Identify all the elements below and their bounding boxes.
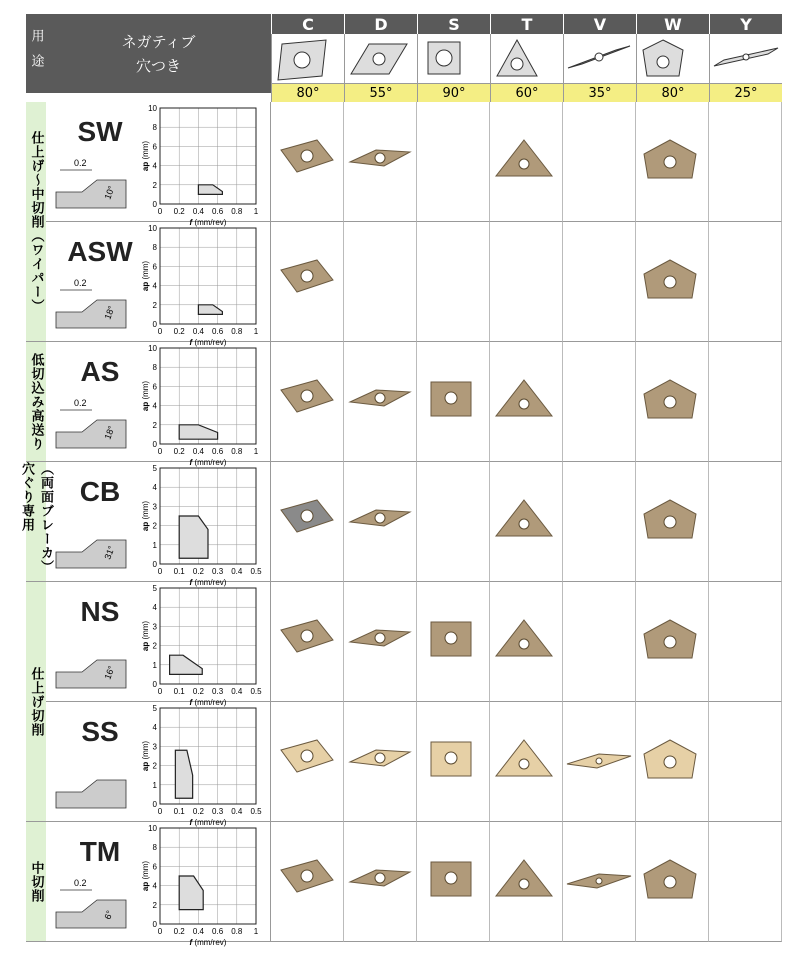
svg-text:6: 6 (152, 262, 157, 272)
insert-cell-cb-w[interactable] (636, 462, 709, 582)
insert-cell-tm-w[interactable] (636, 822, 709, 942)
svg-text:0: 0 (152, 560, 157, 569)
cutting-profile-diagram (52, 512, 132, 576)
insert-cell-asw-s (417, 222, 490, 342)
insert-image (565, 856, 633, 908)
shape-diagram-v (563, 34, 636, 84)
svg-text:8: 8 (152, 243, 157, 253)
svg-text:2: 2 (152, 420, 157, 430)
svg-text:ap (mm): ap (mm) (141, 140, 150, 172)
cutting-profile-diagram (52, 392, 132, 456)
svg-text:ap (mm): ap (mm) (141, 860, 150, 892)
svg-text:16°: 16° (102, 664, 117, 681)
svg-text:1: 1 (152, 540, 157, 550)
shape-letter-v: V (563, 14, 636, 34)
insert-image (346, 616, 414, 668)
svg-text:5: 5 (152, 704, 157, 713)
svg-text:0.2: 0.2 (74, 398, 87, 408)
cutting-range-graph (142, 822, 268, 953)
insert-cell-ss-y (709, 702, 782, 822)
svg-text:ap (mm): ap (mm) (141, 260, 150, 292)
insert-cell-cb-t[interactable] (490, 462, 563, 582)
row-code: SW (77, 116, 123, 147)
insert-image (419, 616, 487, 668)
svg-text:f (mm/rev): f (mm/rev) (189, 218, 227, 227)
insert-image (638, 376, 706, 428)
svg-text:1: 1 (152, 780, 157, 790)
insert-image (273, 376, 341, 428)
shape-letter-c: C (271, 14, 344, 34)
shape-letter-t: T (490, 14, 563, 34)
insert-cell-as-y (709, 342, 782, 462)
svg-text:3: 3 (152, 742, 157, 752)
insert-cell-ns-w[interactable] (636, 582, 709, 702)
insert-cell-cb-d[interactable] (344, 462, 417, 582)
svg-text:10: 10 (148, 344, 157, 353)
svg-text:0.4: 0.4 (192, 207, 204, 216)
insert-cell-sw-c[interactable] (271, 102, 344, 222)
insert-cell-sw-d[interactable] (344, 102, 417, 222)
cutting-range-graph (142, 342, 268, 473)
insert-cell-ns-y (709, 582, 782, 702)
insert-cell-tm-c[interactable] (271, 822, 344, 942)
shape-letter-s: S (417, 14, 490, 34)
row-code: ASW (67, 236, 133, 267)
insert-cell-asw-v (563, 222, 636, 342)
shape-letter-w: W (636, 14, 709, 34)
svg-text:4: 4 (152, 881, 157, 891)
svg-text:0.2: 0.2 (74, 878, 87, 888)
insert-image (492, 856, 560, 908)
insert-cell-asw-c[interactable] (271, 222, 344, 342)
svg-text:0: 0 (152, 920, 157, 929)
type-header (46, 14, 271, 93)
svg-text:0.8: 0.8 (231, 927, 243, 936)
insert-image (638, 496, 706, 548)
svg-text:0: 0 (157, 207, 163, 216)
insert-cell-asw-t (490, 222, 563, 342)
svg-text:4: 4 (152, 161, 157, 171)
row-code: TM (79, 836, 121, 867)
svg-text:10: 10 (148, 224, 157, 233)
row-code: NS (80, 596, 120, 627)
svg-text:6: 6 (152, 142, 157, 152)
shape-angle-s: 90° (417, 84, 490, 102)
svg-text:f (mm/rev): f (mm/rev) (189, 818, 227, 827)
svg-text:0.6: 0.6 (212, 927, 224, 936)
svg-text:4: 4 (152, 401, 157, 411)
insert-cell-tm-d[interactable] (344, 822, 417, 942)
insert-image (346, 376, 414, 428)
svg-text:4: 4 (152, 281, 157, 291)
insert-cell-ns-v (563, 582, 636, 702)
svg-text:0.2: 0.2 (192, 567, 204, 576)
insert-cell-ss-s[interactable] (417, 702, 490, 822)
svg-text:0.2: 0.2 (74, 278, 87, 288)
insert-cell-tm-y (709, 822, 782, 942)
svg-text:0: 0 (157, 447, 163, 456)
svg-text:0.3: 0.3 (212, 687, 224, 696)
svg-text:0.1: 0.1 (173, 567, 185, 576)
insert-image (492, 616, 560, 668)
insert-image (273, 736, 341, 788)
svg-text:0.4: 0.4 (192, 327, 204, 336)
svg-text:1: 1 (253, 927, 259, 936)
insert-cell-ss-t[interactable] (490, 702, 563, 822)
insert-image (419, 856, 487, 908)
insert-cell-sw-t[interactable] (490, 102, 563, 222)
row-info-asw (46, 222, 271, 347)
svg-text:ap (mm): ap (mm) (141, 500, 150, 532)
insert-image (419, 736, 487, 788)
shape-angle-y: 25° (709, 84, 782, 102)
svg-text:0.5: 0.5 (250, 807, 262, 816)
type-line1: ネガティブ (121, 32, 196, 51)
svg-text:0: 0 (152, 680, 157, 689)
svg-text:2: 2 (152, 180, 157, 190)
insert-cell-ns-c[interactable] (271, 582, 344, 702)
svg-text:18°: 18° (102, 304, 117, 321)
insert-image (273, 496, 341, 548)
svg-text:18°: 18° (102, 424, 117, 441)
svg-text:1: 1 (253, 207, 259, 216)
insert-image (638, 856, 706, 908)
svg-text:5: 5 (152, 584, 157, 593)
svg-text:0.4: 0.4 (192, 927, 204, 936)
shape-letter-y: Y (709, 14, 782, 34)
insert-image (346, 136, 414, 188)
cutting-range-graph (142, 102, 268, 233)
use-group-2: （両面ブレーカ）穴ぐり専用 (26, 462, 46, 582)
svg-text:8: 8 (152, 123, 157, 133)
svg-text:0.1: 0.1 (173, 807, 185, 816)
svg-text:0: 0 (152, 440, 157, 449)
shape-diagram-c (271, 34, 344, 84)
svg-text:0: 0 (152, 320, 157, 329)
svg-text:8: 8 (152, 363, 157, 373)
svg-text:0.8: 0.8 (231, 447, 243, 456)
insert-cell-ss-v[interactable] (563, 702, 636, 822)
svg-text:0.2: 0.2 (173, 327, 185, 336)
insert-cell-asw-w[interactable] (636, 222, 709, 342)
insert-cell-sw-y (709, 102, 782, 222)
cutting-range-graph (142, 222, 268, 353)
insert-image (346, 496, 414, 548)
insert-cell-as-s[interactable] (417, 342, 490, 462)
insert-cell-ns-s[interactable] (417, 582, 490, 702)
svg-text:0.2: 0.2 (173, 447, 185, 456)
insert-image (346, 856, 414, 908)
insert-cell-cb-v (563, 462, 636, 582)
svg-text:10: 10 (148, 104, 157, 113)
shape-angle-c: 80° (271, 84, 344, 102)
svg-text:0.3: 0.3 (212, 567, 224, 576)
svg-text:ap (mm): ap (mm) (141, 620, 150, 652)
svg-text:2: 2 (152, 641, 157, 651)
svg-text:0.4: 0.4 (192, 447, 204, 456)
svg-text:4: 4 (152, 483, 157, 493)
row-info-tm (46, 822, 271, 947)
svg-text:ap (mm): ap (mm) (141, 380, 150, 412)
insert-image (638, 736, 706, 788)
row-info-sw (46, 102, 271, 227)
svg-text:0.6: 0.6 (212, 447, 224, 456)
insert-cell-tm-s[interactable] (417, 822, 490, 942)
svg-text:8: 8 (152, 843, 157, 853)
svg-text:2: 2 (152, 300, 157, 310)
insert-cell-ss-c[interactable] (271, 702, 344, 822)
svg-text:0.5: 0.5 (250, 567, 262, 576)
cutting-profile-diagram (52, 632, 132, 696)
svg-text:ap (mm): ap (mm) (141, 740, 150, 772)
insert-cell-as-t[interactable] (490, 342, 563, 462)
insert-cell-ns-t[interactable] (490, 582, 563, 702)
svg-text:f (mm/rev): f (mm/rev) (189, 338, 227, 347)
svg-text:0: 0 (157, 687, 163, 696)
use-group-3: 仕上げ切削 (26, 582, 46, 822)
svg-text:5: 5 (152, 464, 157, 473)
svg-text:4: 4 (152, 603, 157, 613)
shape-diagram-d (344, 34, 417, 84)
svg-text:0.4: 0.4 (231, 807, 243, 816)
svg-text:f (mm/rev): f (mm/rev) (189, 578, 227, 587)
svg-text:f (mm/rev): f (mm/rev) (189, 938, 227, 947)
cutting-profile-diagram (52, 872, 132, 936)
cutting-profile-diagram (52, 152, 132, 216)
insert-cell-sw-v (563, 102, 636, 222)
insert-cell-ss-d[interactable] (344, 702, 417, 822)
svg-text:0: 0 (152, 200, 157, 209)
insert-image (638, 256, 706, 308)
svg-text:1: 1 (152, 660, 157, 670)
insert-image (492, 136, 560, 188)
svg-text:10: 10 (148, 824, 157, 833)
svg-text:0: 0 (152, 800, 157, 809)
use-group-4: 中切削 (26, 822, 46, 942)
insert-image (419, 376, 487, 428)
svg-text:0.5: 0.5 (250, 687, 262, 696)
svg-text:10°: 10° (102, 184, 117, 201)
shape-angle-d: 55° (344, 84, 417, 102)
insert-image (273, 616, 341, 668)
row-info-ss (46, 702, 271, 827)
row-info-cb (46, 462, 271, 587)
svg-text:6: 6 (152, 862, 157, 872)
shape-angle-t: 60° (490, 84, 563, 102)
svg-text:6: 6 (152, 382, 157, 392)
insert-image (492, 496, 560, 548)
shape-diagram-y (709, 34, 782, 84)
shape-letter-d: D (344, 14, 417, 34)
svg-text:0.2: 0.2 (173, 207, 185, 216)
use-group-1: 低切込み高送り (26, 342, 46, 462)
insert-cell-tm-v[interactable] (563, 822, 636, 942)
svg-text:0.6: 0.6 (212, 207, 224, 216)
insert-cell-as-w[interactable] (636, 342, 709, 462)
insert-cell-as-d[interactable] (344, 342, 417, 462)
row-info-as (46, 342, 271, 467)
insert-image (492, 736, 560, 788)
insert-image (492, 376, 560, 428)
svg-text:3: 3 (152, 502, 157, 512)
insert-cell-asw-y (709, 222, 782, 342)
row-code: CB (79, 476, 121, 507)
shape-angle-w: 80° (636, 84, 709, 102)
insert-image (638, 616, 706, 668)
svg-text:2: 2 (152, 900, 157, 910)
insert-image (273, 256, 341, 308)
insert-cell-tm-t[interactable] (490, 822, 563, 942)
shape-diagram-w (636, 34, 709, 84)
use-header: 用途 (26, 14, 46, 93)
cutting-profile-diagram (52, 272, 132, 336)
insert-cell-asw-d (344, 222, 417, 342)
insert-cell-sw-w[interactable] (636, 102, 709, 222)
svg-text:0.8: 0.8 (231, 207, 243, 216)
svg-text:0.6: 0.6 (212, 327, 224, 336)
insert-cell-sw-s (417, 102, 490, 222)
svg-text:2: 2 (152, 521, 157, 531)
insert-cell-cb-c[interactable] (271, 462, 344, 582)
insert-cell-as-v (563, 342, 636, 462)
cutting-range-graph (142, 702, 268, 833)
shape-diagram-t (490, 34, 563, 84)
svg-text:0.1: 0.1 (173, 687, 185, 696)
insert-image (565, 736, 633, 788)
svg-text:31°: 31° (102, 544, 117, 561)
svg-text:0: 0 (157, 567, 163, 576)
svg-text:0.2: 0.2 (192, 687, 204, 696)
svg-text:1: 1 (253, 327, 259, 336)
insert-cell-cb-y (709, 462, 782, 582)
svg-text:0.8: 0.8 (231, 327, 243, 336)
svg-text:0.2: 0.2 (173, 927, 185, 936)
svg-text:2: 2 (152, 761, 157, 771)
shape-diagram-s (417, 34, 490, 84)
svg-text:0.2: 0.2 (192, 807, 204, 816)
insert-image (273, 136, 341, 188)
cutting-range-graph (142, 462, 268, 593)
svg-text:0.4: 0.4 (231, 687, 243, 696)
row-code: AS (80, 356, 120, 387)
row-info-ns (46, 582, 271, 707)
svg-text:0: 0 (157, 807, 163, 816)
svg-text:f (mm/rev): f (mm/rev) (189, 698, 227, 707)
shape-angle-v: 35° (563, 84, 636, 102)
svg-text:f (mm/rev): f (mm/rev) (189, 458, 227, 467)
type-line2: 穴つき (135, 56, 181, 75)
svg-text:3: 3 (152, 622, 157, 632)
svg-text:6°: 6° (102, 909, 115, 921)
insert-image (273, 856, 341, 908)
cutting-range-graph (142, 582, 268, 713)
svg-text:0.2: 0.2 (74, 158, 87, 168)
insert-image (638, 136, 706, 188)
svg-text:1: 1 (253, 447, 259, 456)
insert-cell-as-c[interactable] (271, 342, 344, 462)
svg-text:0.3: 0.3 (212, 807, 224, 816)
insert-cell-cb-s (417, 462, 490, 582)
svg-text:0.4: 0.4 (231, 567, 243, 576)
svg-text:0: 0 (157, 927, 163, 936)
insert-image (346, 736, 414, 788)
svg-text:0: 0 (157, 327, 163, 336)
use-group-0: 仕上げ～中切削（ワイパー） (26, 102, 46, 342)
cutting-profile-diagram (52, 752, 132, 816)
insert-cell-ns-d[interactable] (344, 582, 417, 702)
svg-text:4: 4 (152, 723, 157, 733)
row-code: SS (81, 716, 119, 747)
insert-cell-ss-w[interactable] (636, 702, 709, 822)
